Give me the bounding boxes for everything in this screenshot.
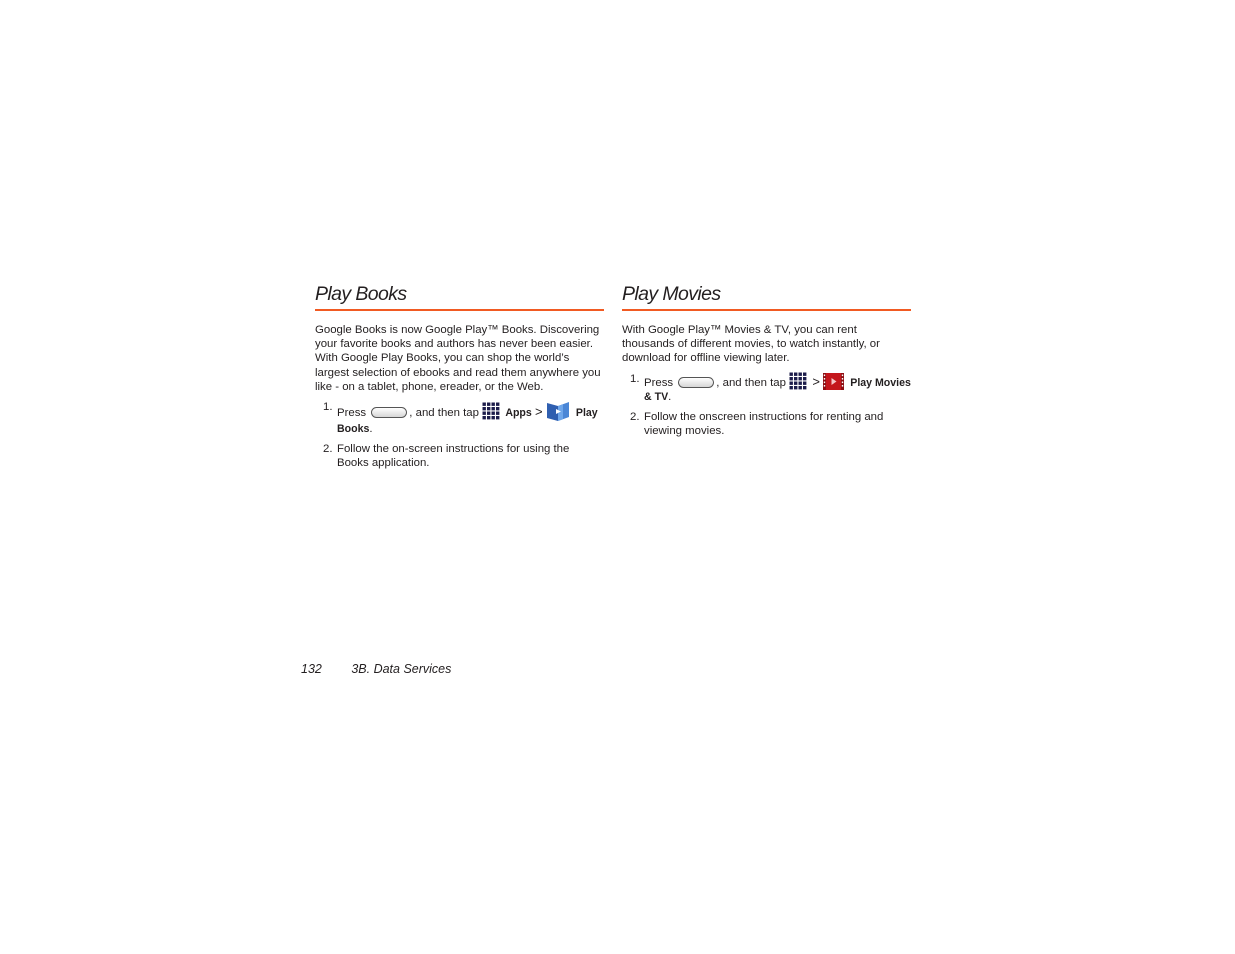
separator: > [534,404,543,420]
step-number: 1. [630,372,640,385]
step-end: . [369,423,373,436]
play-movies-steps [622,372,911,438]
home-key-icon [678,377,714,388]
play-movies-step-1 [622,372,911,404]
play-movies-intro: With Google Play™ Movies & TV, you can rent thousands of different movies, to watch instantly, or download for offline viewing later. [622,324,880,365]
play-books-icon [546,400,570,422]
play-movies-section [622,281,911,444]
play-books-step-1 [315,400,604,436]
step-text: Follow the on-screen instructions for using the Books application. [337,443,570,470]
play-books-heading: Play Books [315,281,604,311]
step-end: . [668,390,672,403]
apps-grid-icon [482,402,500,420]
step-text-then-tap: , and then tap [716,376,786,389]
step-text-then-tap: , and then tap [409,407,479,420]
apps-grid-icon [789,372,807,390]
play-movies-step-2 [622,410,911,438]
play-books-intro: Google Books is now Google Play™ Books. Discovering your favorite books and authors has never been easier. With Google Play Books, you can shop the world’s largest selection of ebooks and read them anywhere you like - on a tablet, phone, ereader, or the Web. [315,324,601,393]
footer-section-title: 3B. Data Services [351,662,452,676]
page-footer [301,662,451,676]
step-number: 2. [630,410,640,423]
play-books-section [315,281,604,476]
play-books-step-2 [315,442,604,470]
play-books-steps [315,400,604,470]
apps-label: Apps [505,407,532,420]
play-movies-heading: Play Movies [622,281,911,311]
step-number: 2. [323,443,333,456]
play-movies-icon [823,373,844,390]
step-text: Follow the onscreen instructions for renting and viewing movies. [644,410,884,437]
page-number: 132 [301,662,322,676]
step-text-press: Press [644,376,674,389]
play-books-label: Play Books [337,407,598,436]
step-number: 1. [323,401,333,414]
step-text-press: Press [337,407,367,420]
home-key-icon [371,407,407,418]
separator: > [812,373,820,389]
play-movies-label: Play Movies & TV [644,376,911,403]
